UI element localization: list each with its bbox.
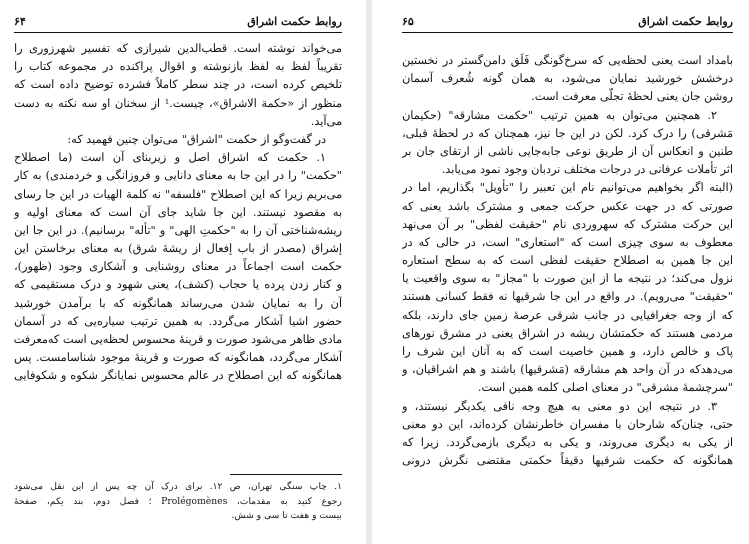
- text-line: حکمت است اجماعاً در معنای روشنایی و آشکاری وجود (ظهور)،: [14, 260, 342, 274]
- text-line: می‌بریم زیرا که این اصطلاح "فلسفه" نه کلمة الهیات در این جا رسای: [14, 187, 342, 201]
- text-line: همانگونه که حکمت شرقیها دقیقاً حکمتی مقتضی نگرش درونی: [402, 454, 733, 468]
- text-line: آشکار می‌گردد، همانگونه که صورت و قرینهٔ موجود شناسامست. پس: [14, 351, 342, 365]
- text-line: ۳. در نتیجه این دو معنی به هیچ وجه نافی یکدیگر نیستند، و: [402, 399, 717, 413]
- text-line: درخشش خورشید نمایان می‌شود، به همان گونه شُعرف آسمان: [402, 72, 733, 86]
- text-line: آن را به نمایان شدن می‌رساند همانگونه که با برآمدن خورشید: [14, 296, 342, 310]
- text-line: این جا همین به اصطلاح حقیقت لفظی است که به سطح استعاره: [402, 254, 733, 268]
- text-line: معطوف به سوی چیزی است که "استعاری" است، در حالی که در: [402, 235, 733, 249]
- text-line: "سرچشمهٔ مشرقی" در معنای اصلی کلمه همین است.: [477, 381, 733, 395]
- text-line: (البته اگر بخواهیم می‌توانیم نام این تعبیر را "تأویل" بگذاریم، اما در: [402, 181, 733, 195]
- text-line: حتی، چنان‌که شارحان با مفسران خاطرنشان کرده‌اند، این دو معنی: [402, 417, 733, 431]
- footnote: [14, 480, 342, 524]
- text-line: مردمی هستند که حکمتشان ریشه در اشراق یعنی در مشرق نورهای: [402, 326, 733, 340]
- text-line: مَشرقی) را درک کرد. لکن در این جا نیز، همچنان که در لحظهٔ قبلی،: [402, 126, 733, 140]
- page-number: ۶۵: [402, 15, 414, 28]
- text-line: حضور اشیا آشکار می‌گردد. به همین ترتیب سیاره‌یی که در آسمان: [14, 314, 342, 328]
- page-number: ۶۴: [14, 15, 26, 28]
- text-line: "حکمت" را در این جا به معنای دانایی و فروزانگی و خردمندی) به کار: [14, 169, 342, 183]
- text-line: ۲. همچنین می‌توان به همین ترتیب "حکمت مشارقه" (حکیمان: [402, 108, 717, 122]
- running-title: روابط حکمت اشراق: [247, 15, 342, 28]
- text-line: که از وجه جغرافیایی در جانب شرقی عرصهٔ زمین جای دارند، بلکه: [402, 308, 733, 322]
- text-line: می‌خواند نوشته است. قطب‌الدین شیرازی که تفسیر شهرزوری را: [14, 42, 342, 55]
- header-rule: [14, 32, 342, 33]
- page-body-text: [14, 40, 342, 386]
- right-page: [372, 0, 749, 544]
- footnote-line: ۱. چاپ سنگی تهران، ص ۱۲. برای درک آن چه پس از این نقل می‌شود: [14, 481, 342, 492]
- text-line: منظور از «حکمة الاشراق»، چیست.¹ از سخنان او سه نکته به دست: [14, 96, 342, 110]
- footnote-rule: [230, 474, 342, 475]
- text-line: نزول می‌کند؛ در نتیجه ما از این صورت با "مجاز" به سوی واقعیت یا: [402, 272, 733, 286]
- text-line: مادی ظاهر می‌شود صورت و قرینهٔ محسوس لحظه‌یی است که‌معرفت: [14, 333, 342, 346]
- text-line: در گفت‌وگو از حکمت "اشراق" می‌توان چنین فهمید که:: [67, 132, 326, 146]
- text-line: ریشه‌شناختی آن را به "حکمتِ الهی" و "تأله" برسانیم). در این جا این: [14, 223, 342, 237]
- text-line: تلخیص کرده است، در چند سطر کاملاً فشرده توضیح داده است که: [14, 78, 342, 92]
- text-line: به مقصود نیستند. این جا شاید جای آن است که معنای اولیه و: [14, 205, 342, 219]
- running-title: روابط حکمت اشراق: [638, 15, 733, 28]
- text-line: می‌دهدکه در آن واحد هم مشارقه (مَشرقیها) باشند و هم اشراقیان، و: [402, 363, 733, 377]
- text-line: از یکی به دیگری می‌روند، و یکی به دیگری بازمی‌گردد. زیرا که: [402, 435, 733, 449]
- text-line: صورتی که در جهت عکس حرکت جمعی و مشترک باشد یعنی که: [402, 199, 733, 213]
- text-line: این حرکت مشترک که سهروردی نام "حقیقت لفظی" بر آن می‌نهد: [402, 217, 733, 231]
- text-line: می‌آید.: [310, 114, 342, 128]
- text-line: اثر تأملات عرفانی در درجات مختلف نردبان وجود نمود می‌یابد.: [441, 163, 733, 177]
- footnote-line: رجوع کنید به مقدمات، Prolégomènes ؛ فصل دوم، بند یکم، صفحهٔ: [14, 495, 342, 507]
- text-line: إشراق (مصدر از باب إفعال از ریشهٔ شرق) به معنای برخاستن این: [14, 242, 342, 256]
- footnote-line: بیست و هفت تا سی و شش.: [231, 510, 342, 521]
- text-line: روشن جان یعنی لحظهٔ تجلّی معرفت است.: [531, 90, 733, 104]
- text-line: "حقیقت" می‌رویم). در واقع در این جا شرقیها نه فقط کسانی هستند: [402, 290, 733, 304]
- header-rule: [402, 32, 733, 33]
- page-body-text: [402, 52, 733, 470]
- text-line: همانگونه که این اصطلاح در عالم محسوس نمایانگر شکوه و شکوفایی: [14, 369, 342, 383]
- text-line: و کنار زدن پرده یا حجاب (کشف)، یعنی شهود و درک مستقیمی که: [14, 278, 342, 292]
- left-page: [0, 0, 366, 544]
- page-header: [14, 14, 342, 30]
- text-line: طنین و انعکاس آن از طریق نوعی جابه‌جایی ناشی از ارتقای جان بر: [402, 144, 733, 158]
- text-line: تقریباً لفظ به لفظ بازنوشته و اقوال پراکنده در مجموعه کتاب را: [14, 60, 342, 74]
- text-line: بامداد است یعنی لحظه‌یی که سرخ‌گونگی فَلَق دامن‌گستر در نخستین: [402, 54, 733, 67]
- page-header: [402, 14, 733, 30]
- text-line: پاک و خالص دارد، و همین خاصیت است که به آنان این شرف را: [402, 345, 733, 358]
- text-line: ۱. حکمت که اشراق اصل و زیربنای آن است (ما اصطلاح: [14, 151, 326, 165]
